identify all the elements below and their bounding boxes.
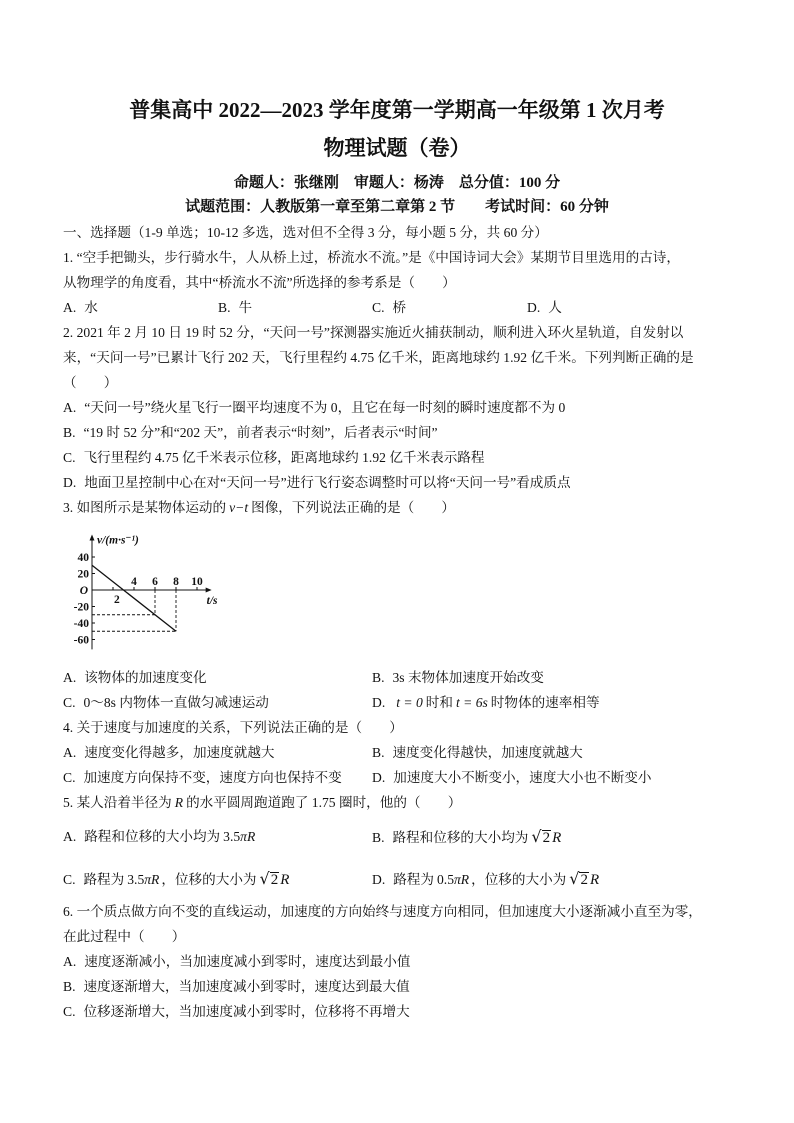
option-text: ，位移的大小为 bbox=[161, 872, 257, 887]
question-4-option-b bbox=[372, 740, 681, 765]
question-4-option-a bbox=[63, 740, 372, 765]
option-label: C. bbox=[63, 450, 76, 465]
question-2-option-d bbox=[63, 470, 794, 495]
question-6-option-b bbox=[63, 974, 794, 999]
question-1-options bbox=[63, 295, 794, 320]
option-text: “天问一号”绕火星飞行一圈平均速度不为 0，且它在每一时刻的瞬时速度都不为 0 bbox=[84, 400, 566, 415]
option-math: t = 0 bbox=[396, 695, 423, 710]
question-6 bbox=[63, 899, 794, 1024]
option-math-symbol: πR bbox=[454, 872, 470, 887]
option-label: A. bbox=[63, 400, 77, 415]
option-math-number: 3.5 bbox=[127, 872, 145, 887]
question-3-options-row-2 bbox=[63, 690, 794, 715]
question-4-options-row-2 bbox=[63, 765, 794, 790]
sqrt-sign: √ bbox=[531, 827, 542, 846]
origin-label: O bbox=[79, 585, 88, 597]
option-math-number: 3.5 bbox=[223, 829, 241, 844]
question-1-stem-line-1: 1. “空手把锄头，步行骑水牛，人从桥上过，桥流水不流。”是《中国诗词大会》某期节目里选用的古诗， bbox=[63, 250, 680, 265]
option-text: 路程为 bbox=[83, 872, 125, 887]
option-text: ，位移的大小为 bbox=[471, 872, 567, 887]
option-text: 路程和位移的大小均为 bbox=[392, 830, 529, 845]
question-5-option-a bbox=[63, 815, 372, 859]
question-6-option-a bbox=[63, 949, 794, 974]
option-label: C. bbox=[372, 300, 385, 315]
stem-math: R bbox=[174, 795, 184, 810]
option-text: 飞行里程约 4.75 亿千米表示位移，距离地球约 1.92 亿千米表示路程 bbox=[83, 450, 485, 465]
stem-math: v−t bbox=[229, 500, 249, 515]
option-label: A. bbox=[63, 670, 77, 685]
option-label: B. bbox=[372, 830, 385, 845]
question-6-stem-line-2: 在此过程中（ ） bbox=[63, 929, 186, 944]
exam-header bbox=[0, 0, 794, 219]
option-text: 人 bbox=[548, 300, 562, 315]
y-axis-label: v/(m·s⁻¹) bbox=[97, 534, 139, 547]
option-label: A. bbox=[63, 954, 77, 969]
option-label: A. bbox=[63, 745, 77, 760]
exam-body bbox=[0, 219, 794, 1024]
option-text: 时物体的速率相等 bbox=[490, 695, 600, 710]
question-2-stem-line-2: 来，“天问一号”已累计飞行 202 天，飞行里程约 4.75 亿千米，距离地球约 1.92 亿千米。下列判断正确的是 bbox=[63, 350, 694, 365]
option-text: 速度逐渐增大，当加速度减小到零时，速度达到最大值 bbox=[83, 979, 410, 994]
x-tick-label: 2 bbox=[114, 594, 120, 606]
stem-text: 5. 某人沿着半径为 bbox=[63, 795, 172, 810]
question-2-stem-line-3: （ ） bbox=[63, 375, 118, 390]
question-1 bbox=[63, 245, 794, 320]
option-label: C. bbox=[63, 770, 76, 785]
option-text: 时和 bbox=[425, 695, 453, 710]
exam-authors-line: 命题人：张继刚 审题人：杨涛 总分值：100 分 bbox=[233, 175, 561, 191]
option-math-symbol: πR bbox=[144, 872, 160, 887]
option-text: 位移逐渐增大，当加速度减小到零时，位移将不再增大 bbox=[83, 1004, 410, 1019]
sqrt-radicand: 2 bbox=[270, 872, 279, 888]
question-5 bbox=[63, 790, 794, 899]
option-label: C. bbox=[63, 695, 76, 710]
question-5-option-b bbox=[372, 815, 681, 859]
option-label: D. bbox=[63, 475, 77, 490]
question-4 bbox=[63, 715, 794, 790]
sqrt-sign: √ bbox=[569, 869, 580, 888]
option-text: 地面卫星控制中心在对“天问一号”进行飞行姿态调整时可以将“天问一号”看成质点 bbox=[84, 475, 571, 490]
option-label: C. bbox=[63, 872, 76, 887]
question-3-option-a bbox=[63, 665, 372, 690]
option-math: t = 6s bbox=[455, 695, 488, 710]
section-heading: 一、选择题（1-9 单选；10-12 多选，选对但不全得 3 分，每小题 5 分，共 60 分） bbox=[63, 225, 548, 240]
question-3-option-d bbox=[372, 690, 681, 715]
question-6-option-c bbox=[63, 999, 794, 1024]
question-4-option-d bbox=[372, 765, 681, 790]
question-5-option-c bbox=[63, 859, 372, 899]
x-axis-label: t/s bbox=[206, 595, 218, 607]
x-axis-arrow bbox=[206, 588, 212, 593]
question-2-option-b bbox=[63, 420, 794, 445]
option-text: 桥 bbox=[392, 300, 407, 315]
option-text: 该物体的加速度变化 bbox=[84, 670, 207, 685]
option-text: 牛 bbox=[238, 300, 253, 315]
exam-subtitle: 物理试题（卷） bbox=[323, 136, 471, 160]
option-text: 水 bbox=[84, 300, 98, 315]
y-tick-label: -60 bbox=[73, 634, 89, 647]
stem-text: 3. 如图所示是某物体运动的 bbox=[63, 500, 227, 515]
question-4-option-c bbox=[63, 765, 372, 790]
x-tick-label: 4 bbox=[131, 576, 137, 588]
y-tick-label: -40 bbox=[73, 618, 89, 630]
option-label: B. bbox=[63, 979, 76, 994]
question-2-option-c bbox=[63, 445, 794, 470]
option-label: A. bbox=[63, 300, 77, 315]
question-3-stem bbox=[63, 495, 794, 520]
option-text: 加速度方向保持不变，速度方向也保持不变 bbox=[83, 770, 342, 785]
option-text: 3s 末物体加速度开始改变 bbox=[392, 670, 544, 685]
option-text: 0～8s 内物体一直做匀减速运动 bbox=[83, 695, 269, 710]
option-text: 速度变化得越快，加速度就越大 bbox=[392, 745, 583, 760]
y-tick-label: -20 bbox=[73, 601, 89, 614]
question-3 bbox=[63, 495, 794, 715]
option-math-number: 0.5 bbox=[437, 872, 454, 887]
option-math-symbol: R bbox=[280, 872, 290, 888]
option-label: B. bbox=[218, 300, 231, 315]
x-tick-label: 8 bbox=[173, 576, 179, 588]
question-1-stem-line-2: 从物理学的角度看，其中“桥流水不流”所选择的参考系是（ ） bbox=[63, 275, 456, 290]
question-5-stem bbox=[63, 790, 794, 815]
option-text: 速度变化得越多，加速度就越大 bbox=[84, 745, 275, 760]
question-5-option-d bbox=[372, 859, 681, 899]
question-1-option-d bbox=[527, 295, 681, 320]
option-text: 路程和位移的大小均为 bbox=[84, 829, 221, 844]
option-label: D. bbox=[372, 872, 386, 887]
stem-text: 的水平圆周跑道跑了 1.75 圈时，他的（ ） bbox=[186, 795, 462, 810]
question-3-option-b bbox=[372, 665, 681, 690]
option-text: 加速度大小不断变小，速度大小也不断变小 bbox=[393, 770, 652, 785]
question-4-options-row-1 bbox=[63, 740, 794, 765]
question-1-option-a bbox=[63, 295, 218, 320]
question-5-options-row-2 bbox=[63, 859, 794, 899]
option-label: A. bbox=[63, 829, 77, 844]
question-4-stem: 4. 关于速度与加速度的关系，下列说法正确的是（ ） bbox=[63, 720, 403, 735]
option-text: “19 时 52 分”和“202 天”，前者表示“时刻”，后者表示“时间” bbox=[83, 425, 438, 440]
vt-graph-figure bbox=[63, 520, 794, 665]
option-label: C. bbox=[63, 1004, 76, 1019]
option-math-symbol: R bbox=[552, 830, 562, 846]
option-text: 路程为 bbox=[393, 872, 434, 887]
question-1-option-c bbox=[372, 295, 527, 320]
option-math-symbol: πR bbox=[240, 829, 256, 844]
vt-graph bbox=[68, 520, 238, 665]
exam-scope-line: 试题范围：人教版第一章至第二章第 2 节 考试时间：60 分钟 bbox=[185, 199, 609, 215]
option-label: B. bbox=[63, 425, 76, 440]
option-label: D. bbox=[527, 300, 541, 315]
option-label: B. bbox=[372, 745, 385, 760]
sqrt-radicand: 2 bbox=[542, 830, 551, 846]
y-tick-label: 20 bbox=[77, 568, 89, 581]
x-tick-label: 10 bbox=[191, 576, 203, 588]
y-tick-label: 40 bbox=[77, 552, 89, 564]
option-label: D. bbox=[372, 770, 386, 785]
question-2-stem-line-1: 2. 2021 年 2 月 10 日 19 时 52 分，“天问一号”探测器实施近火捕获制动，顺利进入环火星轨道，自发射以 bbox=[63, 325, 684, 340]
option-label: D. bbox=[372, 695, 386, 710]
sqrt-radicand: 2 bbox=[580, 872, 588, 888]
question-3-options-row-1 bbox=[63, 665, 794, 690]
option-label: B. bbox=[372, 670, 385, 685]
question-1-option-b bbox=[218, 295, 372, 320]
question-5-options-row-1 bbox=[63, 815, 794, 859]
question-2 bbox=[63, 320, 794, 495]
stem-text: 图像，下列说法正确的是（ ） bbox=[251, 500, 456, 515]
question-2-option-a bbox=[63, 395, 794, 420]
option-math-symbol: R bbox=[589, 872, 600, 888]
sqrt-sign: √ bbox=[259, 869, 270, 888]
exam-title: 普集高中 2022—2023 学年度第一学期高一年级第 1 次月考 bbox=[129, 98, 665, 122]
option-text: 速度逐渐减小，当加速度减小到零时，速度达到最小值 bbox=[84, 954, 411, 969]
question-6-stem-line-1: 6. 一个质点做方向不变的直线运动，加速度的方向始终与速度方向相同，但加速度大小逐渐减小直至为零， bbox=[63, 904, 702, 919]
x-tick-label: 6 bbox=[152, 576, 158, 588]
y-axis-arrow bbox=[90, 535, 95, 541]
question-3-option-c bbox=[63, 690, 372, 715]
